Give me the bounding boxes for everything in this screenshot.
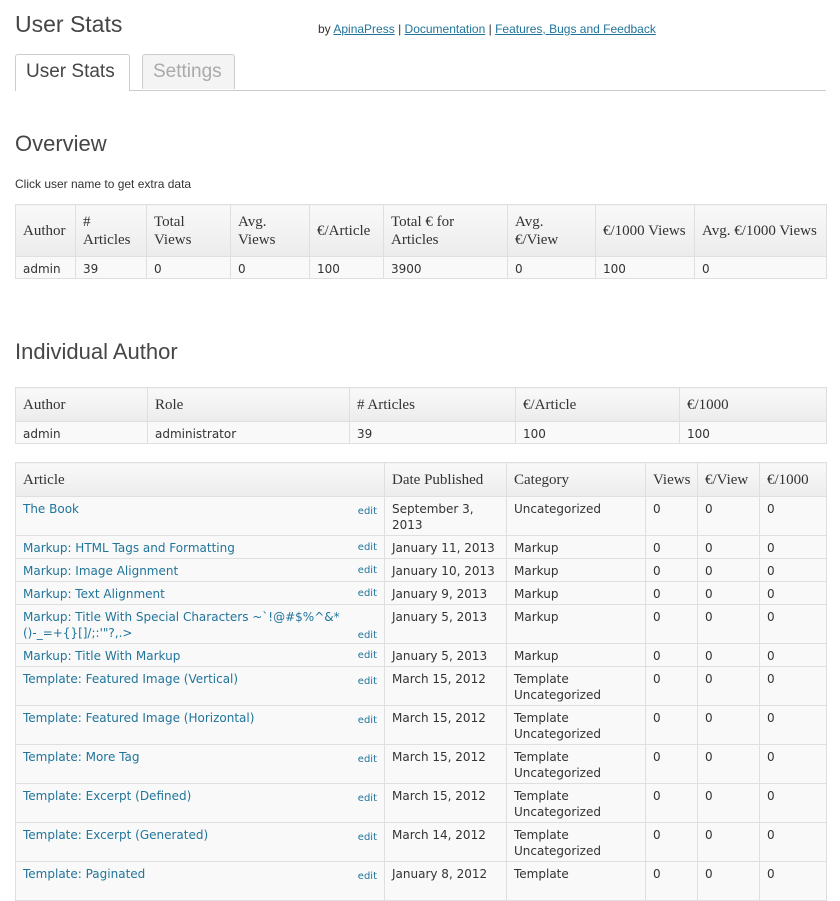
- column-header: Role: [148, 388, 350, 422]
- table-cell: 0: [508, 257, 596, 279]
- table-cell: 100: [596, 257, 695, 279]
- column-header: Date Published: [385, 463, 507, 497]
- table-cell: 0: [646, 823, 698, 862]
- table-cell: 0: [231, 257, 310, 279]
- table-row: [16, 784, 827, 823]
- date-cell: January 5, 2013: [385, 644, 507, 667]
- overview-hint: Click user name to get extra data: [15, 177, 192, 191]
- table-row: [16, 667, 827, 706]
- column-header: €/Article: [310, 205, 384, 257]
- table-cell: 0: [695, 257, 827, 279]
- table-cell: administrator: [148, 422, 350, 444]
- table-cell: 3900: [384, 257, 508, 279]
- byline: [318, 22, 656, 36]
- date-cell: January 9, 2013: [385, 582, 507, 605]
- articles-table: [15, 462, 827, 901]
- column-header: # Articles: [76, 205, 147, 257]
- edit-link[interactable]: edit: [357, 629, 377, 641]
- category-cell: Template Uncategorized: [507, 784, 646, 823]
- table-cell: 100: [310, 257, 384, 279]
- table-cell: 0: [760, 536, 827, 559]
- column-header: # Articles: [350, 388, 516, 422]
- edit-link[interactable]: edit: [357, 676, 377, 687]
- tab-bar: [15, 54, 826, 91]
- category-cell: Markup: [507, 644, 646, 667]
- article-title-link[interactable]: Template: Excerpt (Generated): [23, 828, 209, 842]
- individual-author-heading: Individual Author: [15, 339, 178, 364]
- edit-link[interactable]: edit: [357, 588, 377, 599]
- article-cell: [16, 667, 385, 706]
- table-header-row: [16, 205, 827, 257]
- table-cell: 0: [646, 536, 698, 559]
- column-header: Avg. €/View: [508, 205, 596, 257]
- table-cell: 0: [646, 862, 698, 901]
- table-cell: 0: [646, 497, 698, 536]
- edit-link[interactable]: edit: [357, 542, 377, 553]
- table-cell: 0: [760, 497, 827, 536]
- article-title-link[interactable]: Markup: HTML Tags and Formatting: [23, 541, 235, 555]
- table-row: [16, 559, 827, 582]
- article-cell: [16, 559, 385, 582]
- date-cell: March 15, 2012: [385, 667, 507, 706]
- table-cell: 0: [760, 862, 827, 901]
- article-cell: [16, 582, 385, 605]
- column-header: €/1000 Views: [596, 205, 695, 257]
- article-title-link[interactable]: Markup: Title With Markup: [23, 649, 181, 663]
- table-row: [16, 605, 827, 644]
- edit-link[interactable]: edit: [357, 565, 377, 576]
- apinapress-link[interactable]: ApinaPress: [333, 22, 395, 36]
- tab-user-stats[interactable]: User Stats: [15, 54, 130, 91]
- table-cell: 0: [646, 745, 698, 784]
- article-cell: [16, 706, 385, 745]
- table-cell: 39: [76, 257, 147, 279]
- table-cell: 0: [698, 605, 760, 644]
- category-cell: Markup: [507, 559, 646, 582]
- article-title-link[interactable]: Template: Featured Image (Horizontal): [23, 711, 255, 725]
- date-cell: March 15, 2012: [385, 784, 507, 823]
- article-title-link[interactable]: Markup: Text Alignment: [23, 587, 165, 601]
- column-header: Total € for Articles: [384, 205, 508, 257]
- column-header: Article: [16, 463, 385, 497]
- table-cell: 0: [698, 745, 760, 784]
- table-header-row: [16, 463, 827, 497]
- table-cell: 0: [760, 559, 827, 582]
- documentation-link[interactable]: Documentation: [404, 22, 486, 36]
- table-cell: 0: [646, 667, 698, 706]
- column-header: Avg. Views: [231, 205, 310, 257]
- table-row: [16, 257, 827, 279]
- byline-separator: |: [398, 22, 402, 36]
- tab-settings[interactable]: Settings: [142, 54, 235, 89]
- article-title-link[interactable]: Markup: Title With Special Characters ~`!@#$%^&*()-_=+{}[]/;:'"?,.>: [23, 610, 340, 640]
- date-cell: January 11, 2013: [385, 536, 507, 559]
- table-row: [16, 536, 827, 559]
- article-title-link[interactable]: Template: Paginated: [23, 867, 146, 881]
- table-cell: 0: [760, 605, 827, 644]
- overview-table: [15, 204, 827, 279]
- article-title-link[interactable]: Template: More Tag: [23, 750, 140, 764]
- column-header: Views: [646, 463, 698, 497]
- date-cell: January 8, 2012: [385, 862, 507, 901]
- table-cell: 0: [646, 582, 698, 605]
- column-header: Total Views: [147, 205, 231, 257]
- table-cell: 0: [760, 667, 827, 706]
- date-cell: September 3, 2013: [385, 497, 507, 536]
- table-cell: 0: [698, 536, 760, 559]
- article-title-link[interactable]: Template: Excerpt (Defined): [23, 789, 192, 803]
- table-cell: 0: [698, 559, 760, 582]
- edit-link[interactable]: edit: [357, 793, 377, 804]
- table-cell: 0: [147, 257, 231, 279]
- column-header: Category: [507, 463, 646, 497]
- author-cell[interactable]: [16, 257, 76, 279]
- table-cell: 0: [698, 582, 760, 605]
- edit-link[interactable]: edit: [357, 506, 377, 517]
- category-cell: Template Uncategorized: [507, 823, 646, 862]
- table-cell: 100: [516, 422, 680, 444]
- table-cell: admin: [16, 422, 148, 444]
- column-header: €/1000: [680, 388, 827, 422]
- date-cell: March 15, 2012: [385, 745, 507, 784]
- table-row: [16, 706, 827, 745]
- column-header: Author: [16, 205, 76, 257]
- edit-link[interactable]: edit: [357, 650, 377, 661]
- overview-heading: Overview: [15, 131, 107, 156]
- table-cell: 0: [698, 644, 760, 667]
- table-cell: 0: [698, 706, 760, 745]
- table-cell: 0: [646, 559, 698, 582]
- category-cell: Uncategorized: [507, 497, 646, 536]
- byline-prefix: by: [318, 22, 331, 36]
- table-cell: 0: [698, 862, 760, 901]
- table-cell: 0: [760, 745, 827, 784]
- table-row: [16, 644, 827, 667]
- date-cell: March 14, 2012: [385, 823, 507, 862]
- article-cell: [16, 823, 385, 862]
- page-title: User Stats: [15, 11, 123, 37]
- article-title-link[interactable]: Markup: Image Alignment: [23, 564, 179, 578]
- article-cell: [16, 784, 385, 823]
- table-row: [16, 422, 827, 444]
- column-header: Avg. €/1000 Views: [695, 205, 827, 257]
- table-row: [16, 582, 827, 605]
- date-cell: January 5, 2013: [385, 605, 507, 644]
- article-cell: [16, 536, 385, 559]
- date-cell: January 10, 2013: [385, 559, 507, 582]
- table-cell: 0: [646, 605, 698, 644]
- table-row: [16, 497, 827, 536]
- edit-link[interactable]: edit: [357, 832, 377, 843]
- table-cell: 0: [646, 784, 698, 823]
- column-header: €/Article: [516, 388, 680, 422]
- table-cell: 0: [760, 784, 827, 823]
- feedback-link[interactable]: Features, Bugs and Feedback: [495, 22, 656, 36]
- category-cell: Markup: [507, 582, 646, 605]
- table-row: [16, 745, 827, 784]
- table-header-row: [16, 388, 827, 422]
- article-title-link[interactable]: Template: Featured Image (Vertical): [23, 672, 239, 686]
- article-cell: [16, 745, 385, 784]
- edit-link[interactable]: edit: [357, 715, 377, 726]
- article-cell: [16, 497, 385, 536]
- category-cell: Markup: [507, 536, 646, 559]
- category-cell: Template Uncategorized: [507, 706, 646, 745]
- category-cell: Template Uncategorized: [507, 745, 646, 784]
- table-cell: 0: [760, 644, 827, 667]
- category-cell: Markup: [507, 605, 646, 644]
- individual-author-table: [15, 387, 827, 444]
- author-name[interactable]: admin: [23, 262, 61, 276]
- table-cell: 0: [698, 784, 760, 823]
- table-cell: 0: [760, 706, 827, 745]
- byline-separator: |: [488, 22, 492, 36]
- table-cell: 0: [646, 706, 698, 745]
- article-cell: [16, 862, 385, 901]
- table-row: [16, 862, 827, 901]
- table-cell: 100: [680, 422, 827, 444]
- article-cell: [16, 644, 385, 667]
- table-cell: 39: [350, 422, 516, 444]
- column-header: €/View: [698, 463, 760, 497]
- table-cell: 0: [698, 823, 760, 862]
- category-cell: Template Uncategorized: [507, 667, 646, 706]
- table-cell: 0: [646, 644, 698, 667]
- table-cell: 0: [698, 667, 760, 706]
- column-header: Author: [16, 388, 148, 422]
- article-cell: [16, 605, 385, 644]
- table-cell: 0: [760, 582, 827, 605]
- column-header: €/1000: [760, 463, 827, 497]
- date-cell: March 15, 2012: [385, 706, 507, 745]
- table-cell: 0: [698, 497, 760, 536]
- edit-link[interactable]: edit: [357, 754, 377, 765]
- edit-link[interactable]: edit: [357, 871, 377, 882]
- article-title-link[interactable]: The Book: [23, 502, 79, 516]
- table-row: [16, 823, 827, 862]
- table-cell: 0: [760, 823, 827, 862]
- category-cell: Template: [507, 862, 646, 901]
